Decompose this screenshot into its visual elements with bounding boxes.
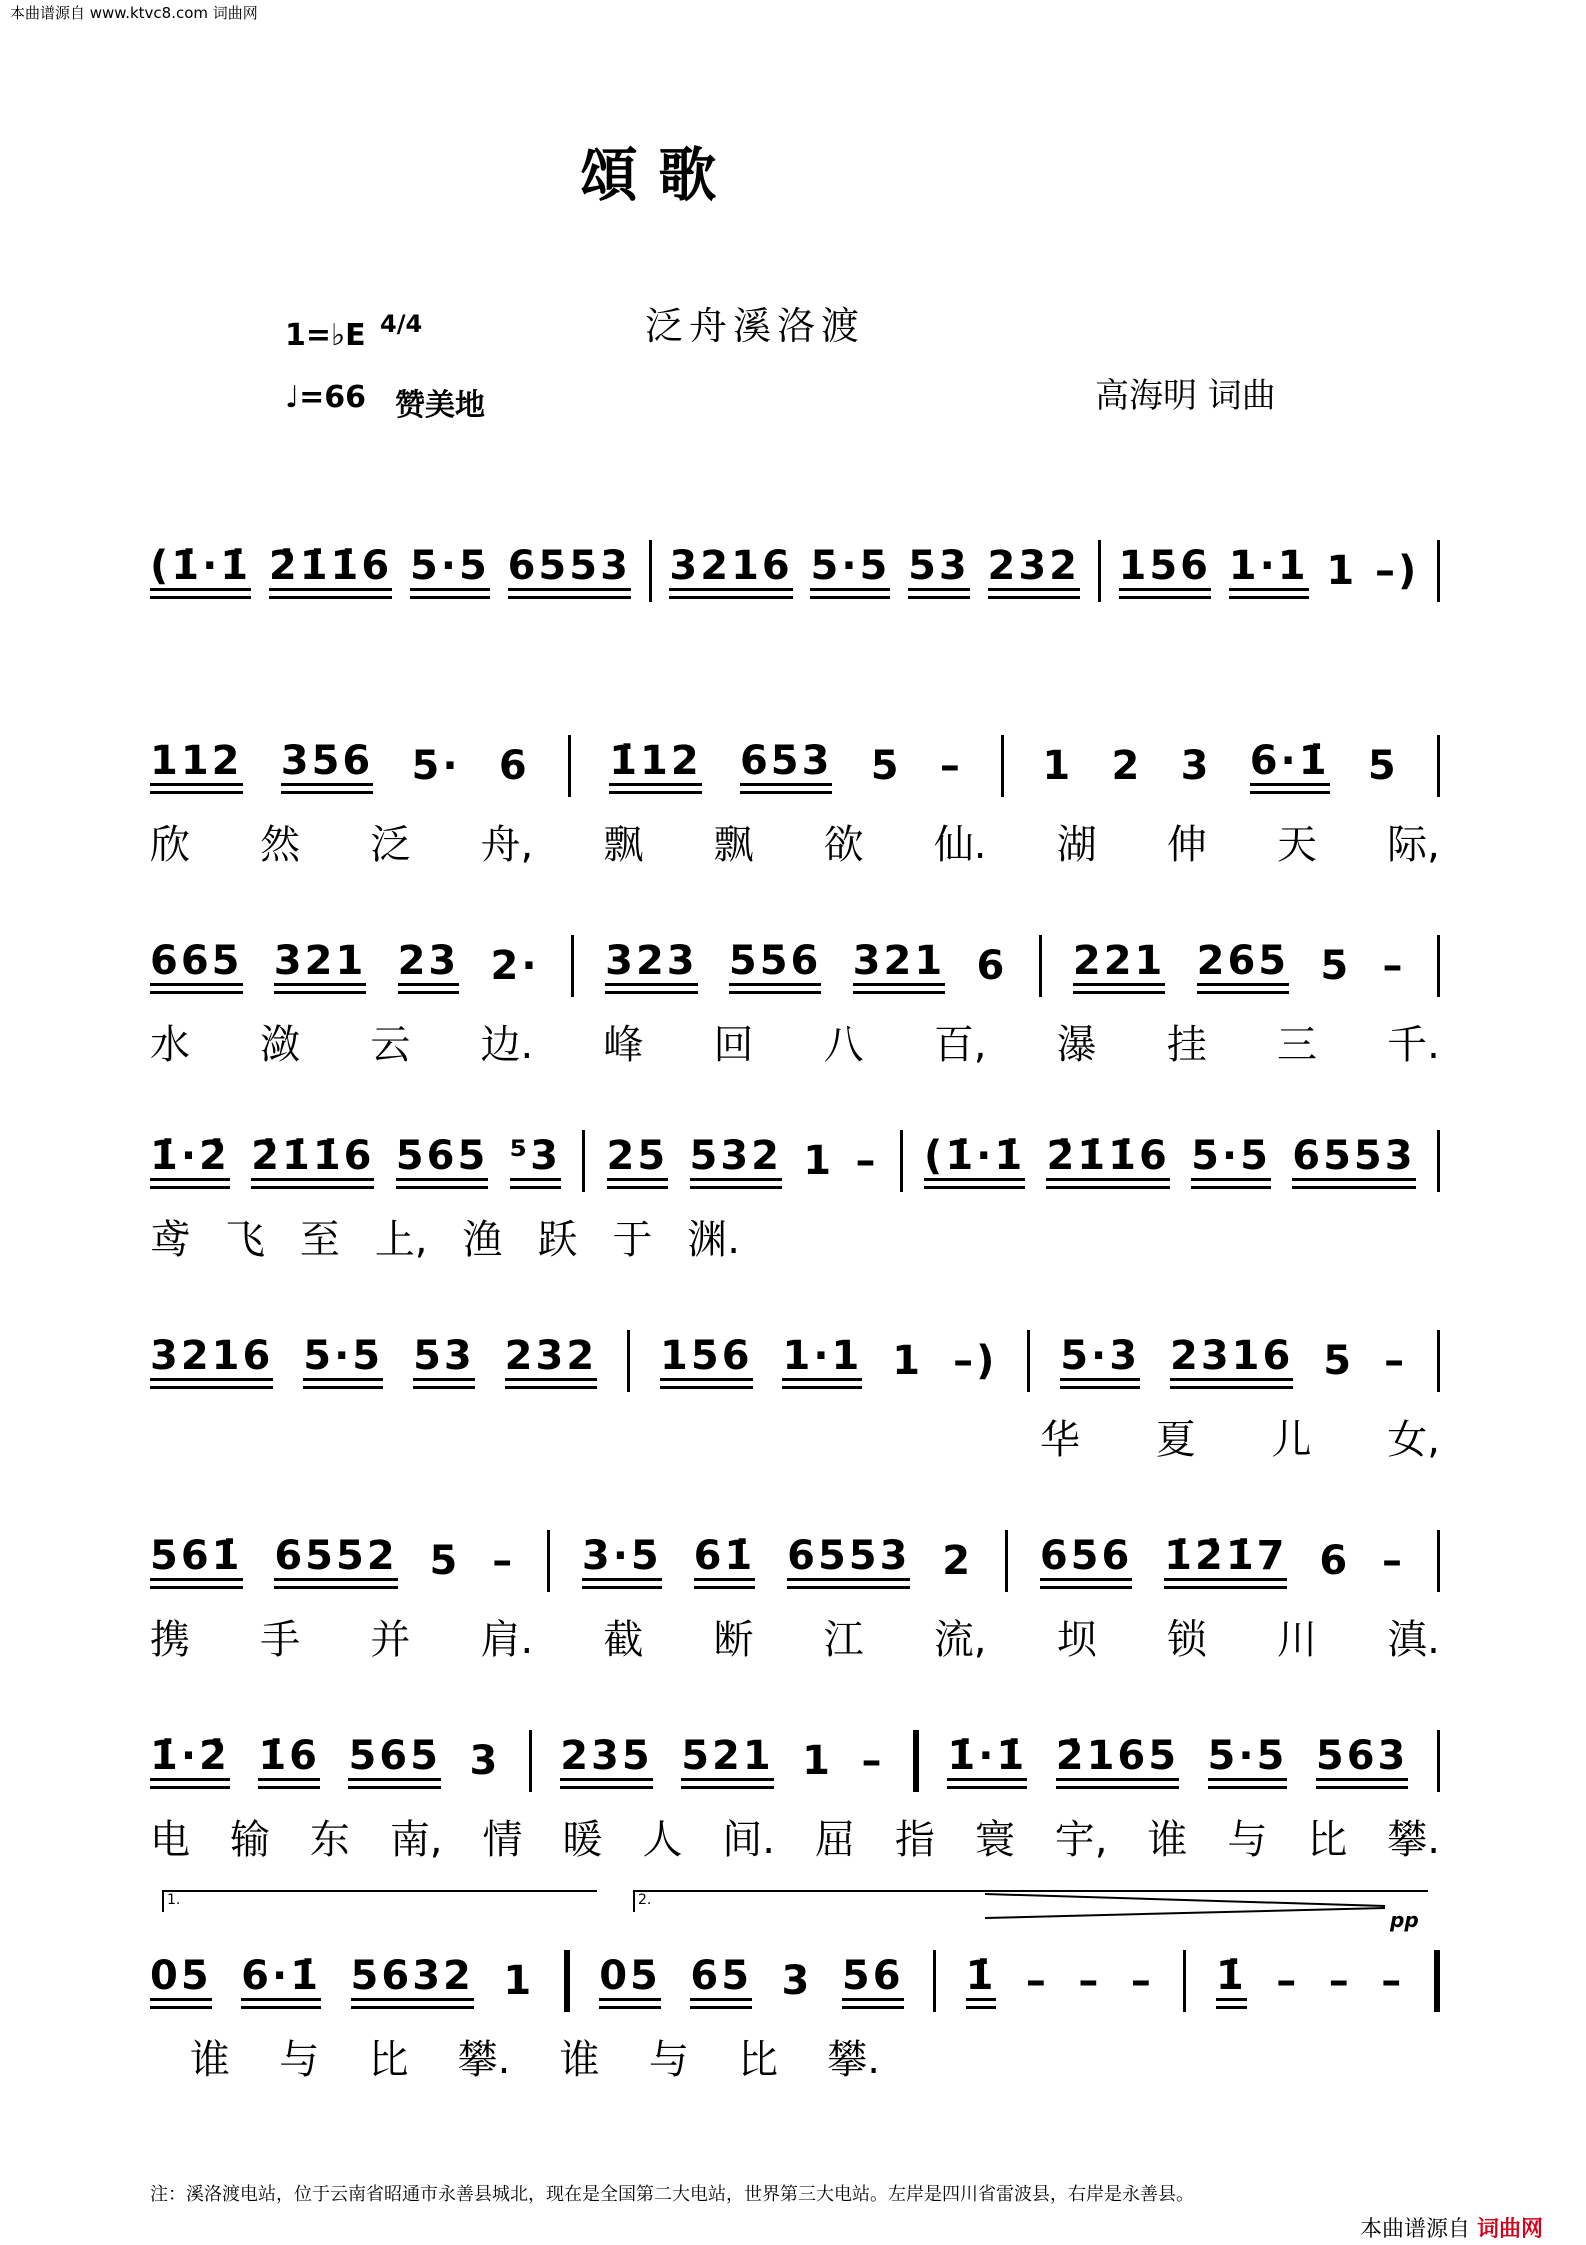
note-group: 6553 xyxy=(787,1533,910,1589)
note-group: 1̇6 xyxy=(258,1733,320,1789)
note-group: 156 xyxy=(1119,543,1212,599)
lyric-row xyxy=(1040,1408,1440,1465)
lyric-syllable: 仙. xyxy=(933,822,987,868)
note-group: 3 xyxy=(469,1738,501,1784)
lyric-syllable: 飞 xyxy=(224,1217,265,1263)
bar-line xyxy=(933,1950,936,2012)
note-group: 3216 xyxy=(669,543,792,599)
note-group: (1̇·1̇ xyxy=(924,1133,1025,1189)
note-group: 5 xyxy=(870,743,902,789)
lyric-syllable: 比 xyxy=(1307,1817,1348,1863)
volta-first-label: 1. xyxy=(167,1892,181,1908)
note-group: 5·3 xyxy=(1060,1333,1140,1389)
bar-line xyxy=(1039,935,1042,997)
bar-line xyxy=(1437,1130,1440,1192)
bar-line xyxy=(1098,540,1101,602)
note-group: 5632 xyxy=(351,1953,474,2009)
note-group: 2̇1̇1̇6 xyxy=(1046,1133,1169,1189)
lyric-row xyxy=(150,813,1440,870)
bar-line xyxy=(529,1730,532,1792)
note-group: 656 xyxy=(1040,1533,1133,1589)
note-group: 1̇12 xyxy=(609,738,702,794)
note-row xyxy=(150,935,1440,997)
lyric-syllable: 峰 xyxy=(603,1022,644,1068)
subtitle: 泛舟溪洛渡 xyxy=(645,304,866,348)
note-group: 1 xyxy=(802,1738,833,1784)
lyric-syllable: 暖 xyxy=(562,1817,603,1863)
note-group: 1·1 xyxy=(782,1333,862,1389)
note-group: 53 xyxy=(413,1333,475,1389)
lyric-syllable: 渊. xyxy=(687,1217,740,1263)
note-row xyxy=(150,1330,1440,1392)
bar-line xyxy=(1434,1950,1440,2012)
note-group: 56 xyxy=(842,1953,904,2009)
tempo: ♩=66 xyxy=(285,380,367,415)
header-site-text: 本曲谱源自 www.ktvc8.com 词曲网 xyxy=(10,4,258,22)
bar-line xyxy=(564,1950,570,2012)
note-group: 3216 xyxy=(150,1333,273,1389)
bar-line xyxy=(1027,1330,1030,1392)
note-group: 6·1̇ xyxy=(1250,738,1330,794)
note-group: 565 xyxy=(348,1733,441,1789)
note-group: 112 xyxy=(150,738,243,794)
lyric-syllable: 舟, xyxy=(480,822,534,868)
footer-left: 本曲谱源自 xyxy=(1360,2217,1471,2242)
note-group: 1̇·2̇ xyxy=(150,1733,230,1789)
note-group: 5· xyxy=(411,743,461,789)
note-group: 321 xyxy=(853,938,946,994)
lyric-syllable: 飘 xyxy=(603,822,644,868)
lyric-row xyxy=(150,1013,1440,1070)
lyric-syllable: 锁 xyxy=(1166,1617,1207,1663)
note-group: – xyxy=(492,1538,516,1584)
note-group: 6 xyxy=(1319,1538,1351,1584)
note-row xyxy=(150,735,1440,797)
note-group: – xyxy=(1384,1338,1408,1384)
note-group: 1 xyxy=(503,1958,535,2004)
note-group: 232 xyxy=(988,543,1081,599)
time-signature-text: 4/4 xyxy=(380,310,423,338)
lyric-syllable: 际, xyxy=(1387,822,1440,868)
lyric-syllable: 坝 xyxy=(1056,1617,1097,1663)
note-group: 665 xyxy=(150,938,243,994)
bar-line xyxy=(1437,1330,1440,1392)
note-group: 2316 xyxy=(1170,1333,1293,1389)
note-group: 61̇ xyxy=(694,1533,756,1589)
lyric-syllable: 电 xyxy=(150,1817,190,1863)
bar-line xyxy=(1437,935,1440,997)
lyric-syllable: 边. xyxy=(480,1022,534,1068)
music-line xyxy=(150,1330,1440,1530)
note-group: 1̇·2̇ xyxy=(150,1133,230,1189)
note-group: 6553 xyxy=(1292,1133,1415,1189)
note-row xyxy=(150,1530,1440,1592)
note-row xyxy=(150,1130,1440,1192)
lyric-syllable: 宇, xyxy=(1054,1817,1108,1863)
lyric-syllable: 南, xyxy=(389,1817,443,1863)
note-group: – xyxy=(1381,1958,1405,2004)
lyric-syllable: 华 xyxy=(1040,1417,1080,1463)
lyric-syllable: 鸢 xyxy=(150,1217,190,1263)
lyric-syllable: 流, xyxy=(933,1617,987,1663)
lyric-row xyxy=(150,1608,1440,1665)
lyric-syllable: 欣 xyxy=(150,822,190,868)
dynamic-mark: pp xyxy=(1390,1908,1419,1932)
lyric-row xyxy=(190,2028,880,2085)
lyric-syllable: 水 xyxy=(150,1022,190,1068)
note-group: 5·5 xyxy=(303,1333,383,1389)
note-group: 561̇ xyxy=(150,1533,243,1589)
footnote: 注：溪洛渡电站，位于云南省昭通市永善县城北，现在是全国第二大电站，世界第三大电站。左岸是四川省雷波县，右岸是永善县。 xyxy=(150,2184,1194,2205)
note-group: 6 xyxy=(498,743,530,789)
lyric-syllable: 输 xyxy=(229,1817,270,1863)
note-group: 1 xyxy=(803,1138,835,1184)
note-group: 565 xyxy=(396,1133,489,1189)
lyric-syllable: 飘 xyxy=(713,822,754,868)
note-row xyxy=(150,1730,1440,1792)
lyric-syllable: 情 xyxy=(482,1817,523,1863)
bar-line xyxy=(649,540,652,602)
lyric-syllable: 攀. xyxy=(457,2037,511,2083)
note-group: 156 xyxy=(660,1333,753,1389)
footer-right: 词曲网 xyxy=(1477,2217,1544,2242)
lyric-syllable: 指 xyxy=(894,1817,935,1863)
note-group: – xyxy=(1078,1958,1102,2004)
lyric-syllable: 女, xyxy=(1387,1417,1440,1463)
bar-line xyxy=(1437,735,1440,797)
lyric-syllable: 天 xyxy=(1277,822,1317,868)
lyric-syllable: 肩. xyxy=(480,1617,534,1663)
lyric-syllable: 屈 xyxy=(814,1817,855,1863)
lyric-syllable: 携 xyxy=(150,1617,190,1663)
bar-line xyxy=(1001,735,1004,797)
note-group: 25 xyxy=(607,1133,669,1189)
lyric-syllable: 上, xyxy=(374,1217,428,1263)
lyric-syllable: 八 xyxy=(823,1022,864,1068)
note-group: 5·5 xyxy=(810,543,890,599)
diminuendo-hairpin xyxy=(985,1892,1385,1922)
bar-line xyxy=(582,1130,585,1192)
lyric-syllable: 间. xyxy=(722,1817,775,1863)
note-group: – xyxy=(939,743,963,789)
lyric-syllable: 寰 xyxy=(974,1817,1015,1863)
bar-line xyxy=(1437,1530,1440,1592)
lyric-syllable: 与 xyxy=(279,2037,320,2083)
note-group: – xyxy=(1382,1538,1406,1584)
note-group: 1̇ xyxy=(1216,1953,1247,2009)
lyric-syllable: 三 xyxy=(1277,1022,1317,1068)
lyric-syllable: 截 xyxy=(603,1617,644,1663)
note-group: 6553 xyxy=(508,543,631,599)
note-group: 2̇1̇1̇6 xyxy=(269,543,392,599)
time-signature xyxy=(380,312,422,336)
note-group: 6·1̇ xyxy=(241,1953,321,2009)
volta-second-label: 2. xyxy=(638,1892,652,1908)
note-group: –) xyxy=(1374,548,1420,594)
volta-first xyxy=(162,1890,597,1912)
note-group: 53 xyxy=(908,543,970,599)
note-group: 05 xyxy=(150,1953,212,2009)
lyric-syllable: 潋 xyxy=(260,1022,301,1068)
bar-line xyxy=(547,1530,550,1592)
note-group: 5 xyxy=(1320,943,1352,989)
bar-line xyxy=(627,1330,630,1392)
bar-line xyxy=(568,735,571,797)
music-line xyxy=(150,935,1440,1135)
note-group: –) xyxy=(953,1338,998,1384)
lyric-row xyxy=(150,1208,740,1265)
note-group: 5 xyxy=(429,1538,461,1584)
note-group: 3 xyxy=(781,1958,813,2004)
note-group: – xyxy=(1328,1958,1352,2004)
lyric-syllable: 谁 xyxy=(1147,1817,1188,1863)
lyric-syllable: 谁 xyxy=(190,2037,230,2083)
lyric-row xyxy=(150,1808,1440,1865)
note-group: 556 xyxy=(729,938,822,994)
note-row xyxy=(150,540,1440,602)
lyric-syllable: 千. xyxy=(1387,1022,1440,1068)
lyric-syllable: 伸 xyxy=(1166,822,1207,868)
note-group: 563 xyxy=(1316,1733,1409,1789)
note-group: 2̇1̇1̇6 xyxy=(251,1133,374,1189)
note-group: 2 xyxy=(1111,743,1143,789)
note-group: 05 xyxy=(599,1953,661,2009)
lyric-syllable: 跃 xyxy=(537,1217,578,1263)
bar-line xyxy=(1437,540,1440,602)
note-row xyxy=(150,1950,1440,2012)
note-group: 23 xyxy=(398,938,460,994)
music-line xyxy=(150,1130,1440,1330)
note-group: 521 xyxy=(681,1733,774,1789)
lyric-syllable: 回 xyxy=(713,1022,754,1068)
lyric-syllable: 滇. xyxy=(1387,1617,1440,1663)
note-group: 65 xyxy=(690,1953,752,2009)
note-group: – xyxy=(861,1738,885,1784)
lyric-syllable: 东 xyxy=(309,1817,350,1863)
lyric-syllable: 并 xyxy=(370,1617,411,1663)
note-group: 6552 xyxy=(274,1533,397,1589)
note-group: ⁵3 xyxy=(510,1133,561,1189)
note-group: 221 xyxy=(1073,938,1166,994)
music-line xyxy=(150,735,1440,935)
lyric-syllable: 人 xyxy=(642,1817,683,1863)
note-group: 323 xyxy=(605,938,698,994)
note-group: 265 xyxy=(1197,938,1290,994)
note-group: (1̇·1̇ xyxy=(150,543,251,599)
lyric-syllable: 渔 xyxy=(462,1217,503,1263)
lyric-syllable: 攀. xyxy=(1387,1817,1440,1863)
page-title: 頌 歌 xyxy=(580,141,717,209)
lyric-syllable: 比 xyxy=(738,2037,779,2083)
footer-source xyxy=(1360,2212,1543,2243)
note-group: 1 xyxy=(1042,743,1074,789)
lyric-syllable: 挂 xyxy=(1166,1022,1207,1068)
note-group: – xyxy=(1130,1958,1154,2004)
lyric-syllable: 夏 xyxy=(1155,1417,1196,1463)
music-line xyxy=(150,540,1440,740)
note-group: 5·5 xyxy=(1208,1733,1288,1789)
note-group: 5 xyxy=(1367,743,1399,789)
lyric-syllable: 百, xyxy=(933,1022,987,1068)
note-group: 1·1 xyxy=(1229,543,1309,599)
note-group: 321 xyxy=(274,938,367,994)
lyric-syllable: 儿 xyxy=(1271,1417,1312,1463)
lyric-syllable: 欲 xyxy=(823,822,864,868)
bar-line xyxy=(571,935,574,997)
note-group: 235 xyxy=(560,1733,653,1789)
bar-line xyxy=(1005,1530,1008,1592)
bar-line xyxy=(900,1130,903,1192)
note-group: – xyxy=(1382,943,1406,989)
composer: 高海明 词曲 xyxy=(1095,376,1276,416)
lyric-syllable: 然 xyxy=(260,822,301,868)
note-group: 2̇165 xyxy=(1056,1733,1179,1789)
bar-line xyxy=(1183,1950,1186,2012)
note-group: 232 xyxy=(505,1333,598,1389)
lyric-syllable: 川 xyxy=(1277,1617,1317,1663)
lyric-syllable: 谁 xyxy=(559,2037,600,2083)
lyric-syllable: 于 xyxy=(612,1217,653,1263)
note-group: 1̇·1̇ xyxy=(947,1733,1027,1789)
music-line xyxy=(150,1530,1440,1730)
lyric-syllable: 云 xyxy=(370,1022,411,1068)
note-group: – xyxy=(855,1138,879,1184)
note-group: 1̇ xyxy=(966,1953,997,2009)
lyric-syllable: 瀑 xyxy=(1056,1022,1097,1068)
note-group: 532 xyxy=(690,1133,783,1189)
bar-line xyxy=(1437,1730,1440,1792)
music-line xyxy=(150,1950,1440,2150)
note-group: 5 xyxy=(1323,1338,1355,1384)
note-group: 2 xyxy=(942,1538,974,1584)
lyric-syllable: 与 xyxy=(1227,1817,1268,1863)
note-group: 356 xyxy=(281,738,374,794)
note-group: – xyxy=(1276,1958,1300,2004)
key-signature: 1=♭E xyxy=(285,318,366,353)
note-group: 3 xyxy=(1180,743,1212,789)
lyric-syllable: 攀. xyxy=(827,2037,880,2083)
note-group: 2· xyxy=(490,943,540,989)
note-group: – xyxy=(1025,1958,1049,2004)
note-group: 1 xyxy=(1326,548,1358,594)
lyric-syllable: 至 xyxy=(299,1217,340,1263)
note-group: 1̇2̇1̇7 xyxy=(1164,1533,1287,1589)
lyric-syllable: 与 xyxy=(648,2037,689,2083)
lyric-syllable: 比 xyxy=(368,2037,409,2083)
lyric-syllable: 泛 xyxy=(370,822,411,868)
note-group: 653 xyxy=(740,738,833,794)
note-group: 5·5 xyxy=(410,543,490,599)
lyric-syllable: 手 xyxy=(260,1617,301,1663)
lyric-syllable: 江 xyxy=(823,1617,864,1663)
note-group: 1 xyxy=(892,1338,924,1384)
note-group: 6 xyxy=(976,943,1008,989)
expression-mark: 赞美地 xyxy=(395,388,485,423)
lyric-syllable: 湖 xyxy=(1056,822,1097,868)
lyric-syllable: 断 xyxy=(713,1617,754,1663)
note-group: 5·5 xyxy=(1191,1133,1271,1189)
bar-line xyxy=(913,1730,919,1792)
note-group: 3·5 xyxy=(582,1533,662,1589)
